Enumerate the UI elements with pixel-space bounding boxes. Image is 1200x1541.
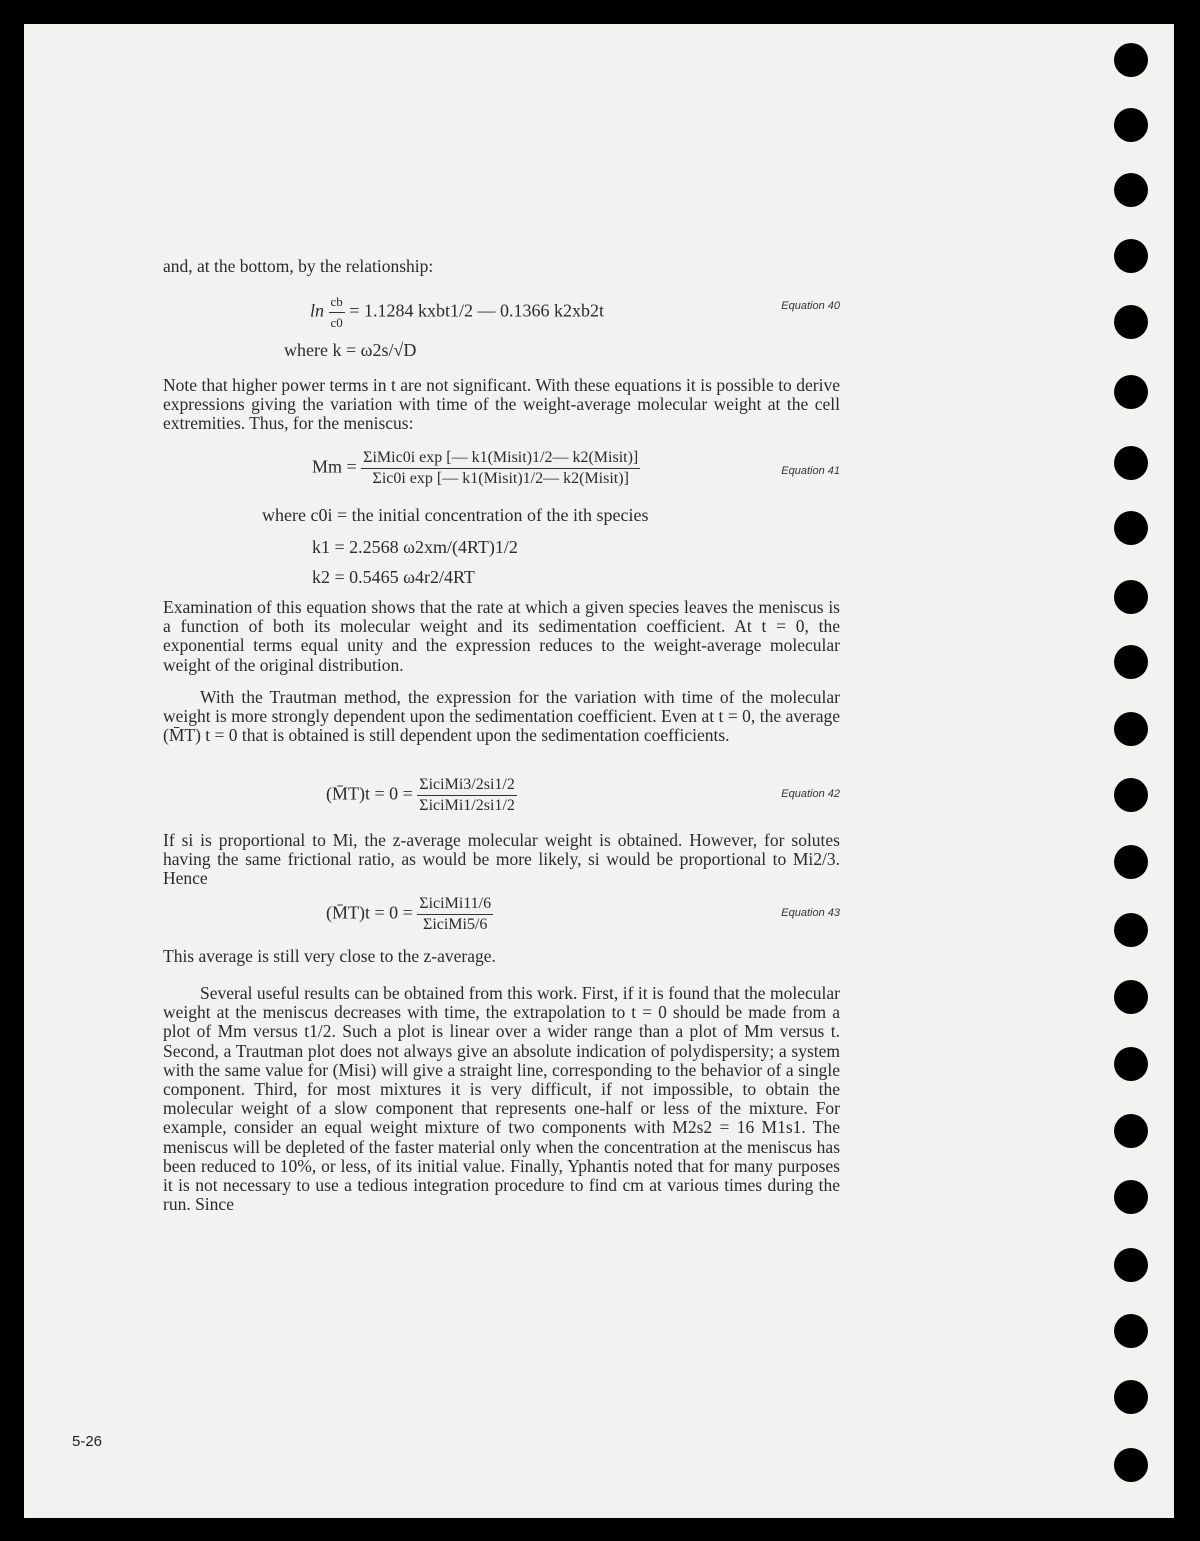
eq43-lhs: (M̄T)t = 0 = xyxy=(326,902,413,923)
document-page xyxy=(24,24,1174,1518)
paragraph-1: Note that higher power terms in t are not significant. With these equations it is possible to derive expressions giving the variation with time of the weight-average molecular weight at the cell extremities. Thus, for the meniscus: xyxy=(163,375,840,434)
eq42-fraction xyxy=(417,776,517,815)
eq40-denominator: c0 xyxy=(330,315,343,330)
eq41-where-3: k2 = 0.5465 ω4r2/4RT xyxy=(312,567,475,587)
intro-text: and, at the bottom, by the relationship: xyxy=(163,256,434,276)
binder-hole xyxy=(1114,305,1148,339)
equation-41 xyxy=(312,449,640,488)
binder-hole xyxy=(1114,108,1148,142)
eq42-lhs: (M̄T)t = 0 = xyxy=(326,783,413,804)
page-number: 5-26 xyxy=(72,1433,103,1450)
eq42-numerator: ΣiciMi3/2si1/2 xyxy=(417,776,517,796)
eq42-denominator: ΣiciMi1/2si1/2 xyxy=(419,797,515,814)
paragraph-2: Examination of this equation shows that the rate at which a given species leaves the meniscus is a function of both its molecular weight and its sedimentation coefficient. At t = 0, the exponential terms equal unity and the expression reduces to the weight-average molecular weight of the original distribution. xyxy=(163,597,840,675)
binder-hole xyxy=(1114,1380,1148,1414)
eq41-numerator: ΣiMic0i exp [— k1(Misit)1/2— k2(Misit)] xyxy=(361,449,640,469)
binder-hole xyxy=(1114,511,1148,545)
eq41-lhs: Mm = xyxy=(312,456,357,477)
paragraph-5: This average is still very close to the z-average. xyxy=(163,946,496,966)
equation-40-label: Equation 40 xyxy=(781,300,840,312)
eq40-rhs: = 1.1284 kxbt1/2 — 0.1366 k2xb2t xyxy=(349,300,604,321)
binder-hole xyxy=(1114,645,1148,679)
eq41-where-1: where c0i = the initial concentration of the ith species xyxy=(262,505,649,525)
equation-42-label: Equation 42 xyxy=(781,788,840,800)
equation-42 xyxy=(326,776,517,815)
eq40-numerator: cb xyxy=(329,293,345,313)
eq40-fraction xyxy=(329,293,345,332)
eq41-where-2: k1 = 2.2568 ω2xm/(4RT)1/2 xyxy=(312,537,518,557)
eq41-fraction xyxy=(361,449,640,488)
binder-hole xyxy=(1114,375,1148,409)
ln-symbol: ln xyxy=(310,300,325,321)
equation-43 xyxy=(326,895,493,934)
equation-41-label: Equation 41 xyxy=(781,465,840,477)
equation-43-label: Equation 43 xyxy=(781,907,840,919)
binder-hole xyxy=(1114,1314,1148,1348)
binder-hole xyxy=(1114,845,1148,879)
binder-hole xyxy=(1114,1180,1148,1214)
binder-hole xyxy=(1114,778,1148,812)
eq40-where: where k = ω2s/√D xyxy=(284,340,417,360)
binder-hole xyxy=(1114,173,1148,207)
binder-hole xyxy=(1114,1114,1148,1148)
eq43-fraction xyxy=(417,895,493,934)
binder-hole xyxy=(1114,580,1148,614)
binder-hole xyxy=(1114,712,1148,746)
paragraph-3: With the Trautman method, the expression for the variation with time of the molecular weight is more strongly dependent upon the sedimentation coefficient. Even at t = 0, the average (M̄T) t = 0 that is obtained is still dependent upon the sedimentation coefficients. xyxy=(163,687,840,746)
paragraph-6: Several useful results can be obtained from this work. First, if it is found that the molecular weight at the meniscus decreases with time, the extrapolation to t = 0 should be made from a plot of Mm versus t1/2. Such a plot is linear over a wider range than a plot of Mm versus t. Second, a Trautman plot does not always give an absolute indication of polydispersity; a system with the same value for (Misi) will give a straight line, corresponding to the behavior of a single component. Third, for most mixtures it is very difficult, if not impossible, to obtain the molecular weight of a slow component that represents one-half or less of the mixture. For example, consider an equal weight mixture of two components with M2s2 = 16 M1s1. The meniscus will be depleted of the faster material only when the concentration at the meniscus has been reduced to 10%, or less, of its initial value. Finally, Yphantis noted that for many purposes it is not necessary to use a tedious integration procedure to find cm at various times during the run. Since xyxy=(163,983,840,1215)
binder-hole xyxy=(1114,1448,1148,1482)
binder-hole xyxy=(1114,239,1148,273)
binder-hole xyxy=(1114,446,1148,480)
binder-hole xyxy=(1114,913,1148,947)
binder-hole xyxy=(1114,1248,1148,1282)
paragraph-4: If si is proportional to Mi, the z-average molecular weight is obtained. However, for solutes having the same frictional ratio, as would be more likely, si would be proportional to Mi2/3. Hence xyxy=(163,830,840,889)
eq41-denominator: Σic0i exp [— k1(Misit)1/2— k2(Misit)] xyxy=(372,470,629,487)
binder-hole xyxy=(1114,43,1148,77)
eq43-numerator: ΣiciMi11/6 xyxy=(417,895,493,915)
eq43-denominator: ΣiciMi5/6 xyxy=(423,916,488,933)
equation-40 xyxy=(310,293,604,332)
binder-hole xyxy=(1114,1047,1148,1081)
binder-hole xyxy=(1114,980,1148,1014)
